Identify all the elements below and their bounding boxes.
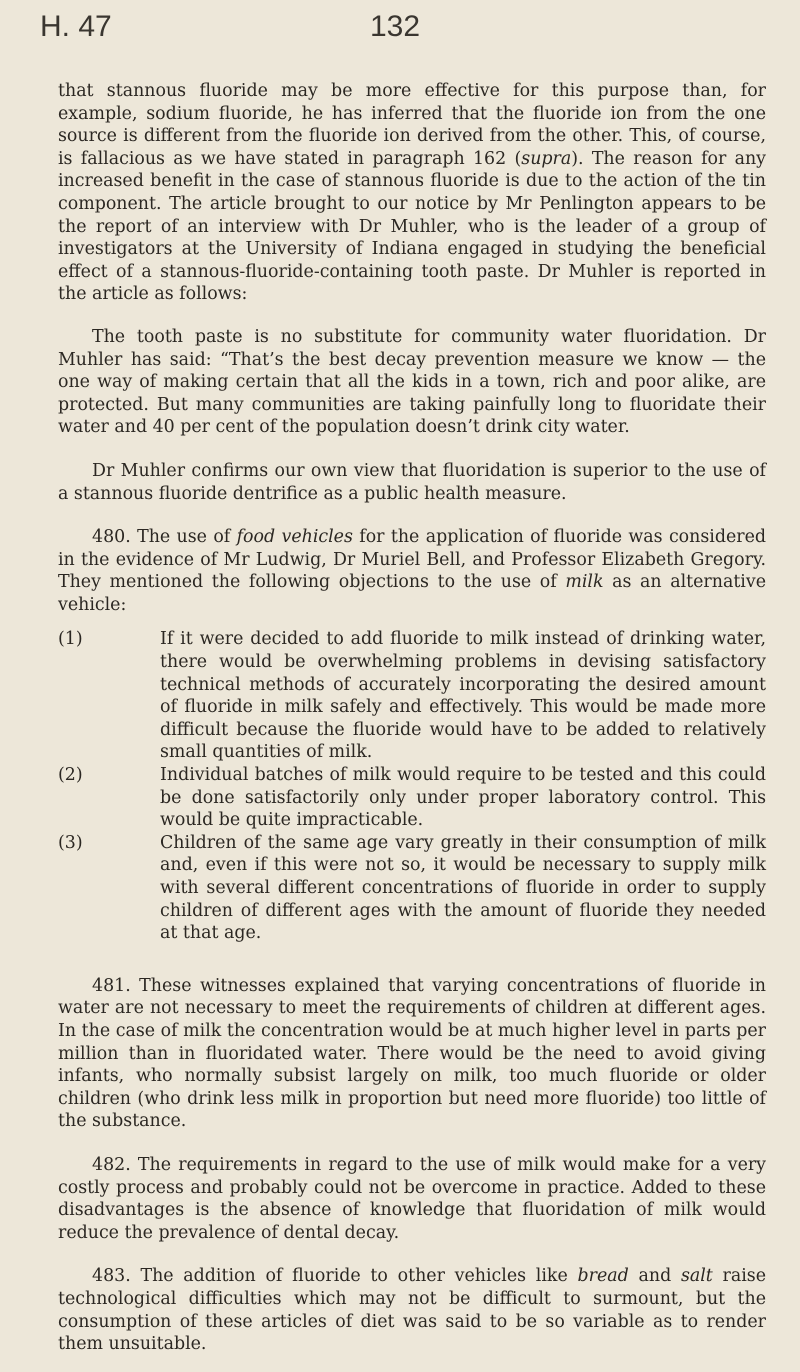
paragraph-483: 483. The addition of fluoride to other vehicles like bread and salt raise technological difficulties which may not be difficult to surmount, but the consumption of these articles of diet was said to be so variable as to render them unsuitable. bbox=[58, 1266, 767, 1355]
paragraph-482: 482. The requirements in regard to the use of milk would make for a very costly process and probably could not be overcome in practice. Added to these disadvantages is the absence of knowledge that fluoridation of milk would reduce the prevalence of dental decay. bbox=[58, 1154, 766, 1243]
document-reference: H. 47 bbox=[40, 10, 112, 43]
objections-list bbox=[58, 628, 766, 944]
paragraph-481: 481. These witnesses explained that varying concentrations of fluoride in water are not necessary to meet the requirements of children at different ages. In the case of milk the concentration would be at much higher level in parts per million than in fluoridated water. There would be the need to avoid giving infants, who normally subsist largely on milk, too much fluoride or older children (who drink less milk in proportion but need more fluoride) too little of the substance. bbox=[58, 975, 766, 1132]
page-body bbox=[58, 80, 766, 1356]
supra-italic: supra bbox=[521, 148, 572, 169]
paragraph-muhler-view: Dr Muhler confirms our own view that fluoridation is superior to the use of a stannous fluoride dentrifice as a public health measure. bbox=[58, 460, 766, 504]
page-number: 132 bbox=[370, 10, 421, 43]
list-item: (2) Individual batches of milk would require to be tested and this could be done satisfactorily only under proper laboratory control. This would be quite impracticable. bbox=[58, 765, 766, 831]
list-item: (1) If it were decided to add fluoride to milk instead of drinking water, there would be overwhelming problems in devising satisfactory technical methods of accurately incorporating the desired amount of fluoride in milk safely and effectively. This would be made more difficult because the fluoride would have to be added to relatively small quantities of milk. bbox=[58, 629, 766, 763]
quoted-passage: The tooth paste is no substitute for community water fluoridation. Dr Muhler has said: “That’s the best decay prevention measure we know — the one way of making certain that all the kids in a town, rich and poor alike, are protected. But many communities are taking painfully long to fluoridate their water and 40 per cent of the population doesn’t drink city water. bbox=[58, 326, 766, 438]
paragraph-480: 480. The use of food vehicles for the application of fluoride was considered in the evidence of Mr Ludwig, Dr Muriel Bell, and Professor Elizabeth Gregory. They mentioned the following objections to the use of milk as an alternative vehicle: bbox=[58, 527, 766, 615]
paragraph-continuation: that stannous fluoride may be more effective for this purpose than, for example, sodium fluoride, he has inferred that the fluoride ion from the one source is different from the fluoride ion derived from the other. This, of course, is fallacious as we have stated in paragraph 162 (supra). The reason for any increased benefit in the case of stannous fluoride is due to the action of the tin component. The article brought to our notice by Mr Penlington appears to be the report of an interview with Dr Muhler, who is the leader of a group of investigators at the University of Indiana engaged in studying the beneficial effect of a stannous-fluoride-containing tooth paste. Dr Muhler is reported in the article as follows: bbox=[58, 81, 766, 305]
list-item: (3) Children of the same age vary greatly in their consumption of milk and, even if this were not so, it would be necessary to supply milk with several different concentrations of fluoride in order to supply children of different ages with the amount of fluoride they needed at that age. bbox=[58, 832, 766, 944]
